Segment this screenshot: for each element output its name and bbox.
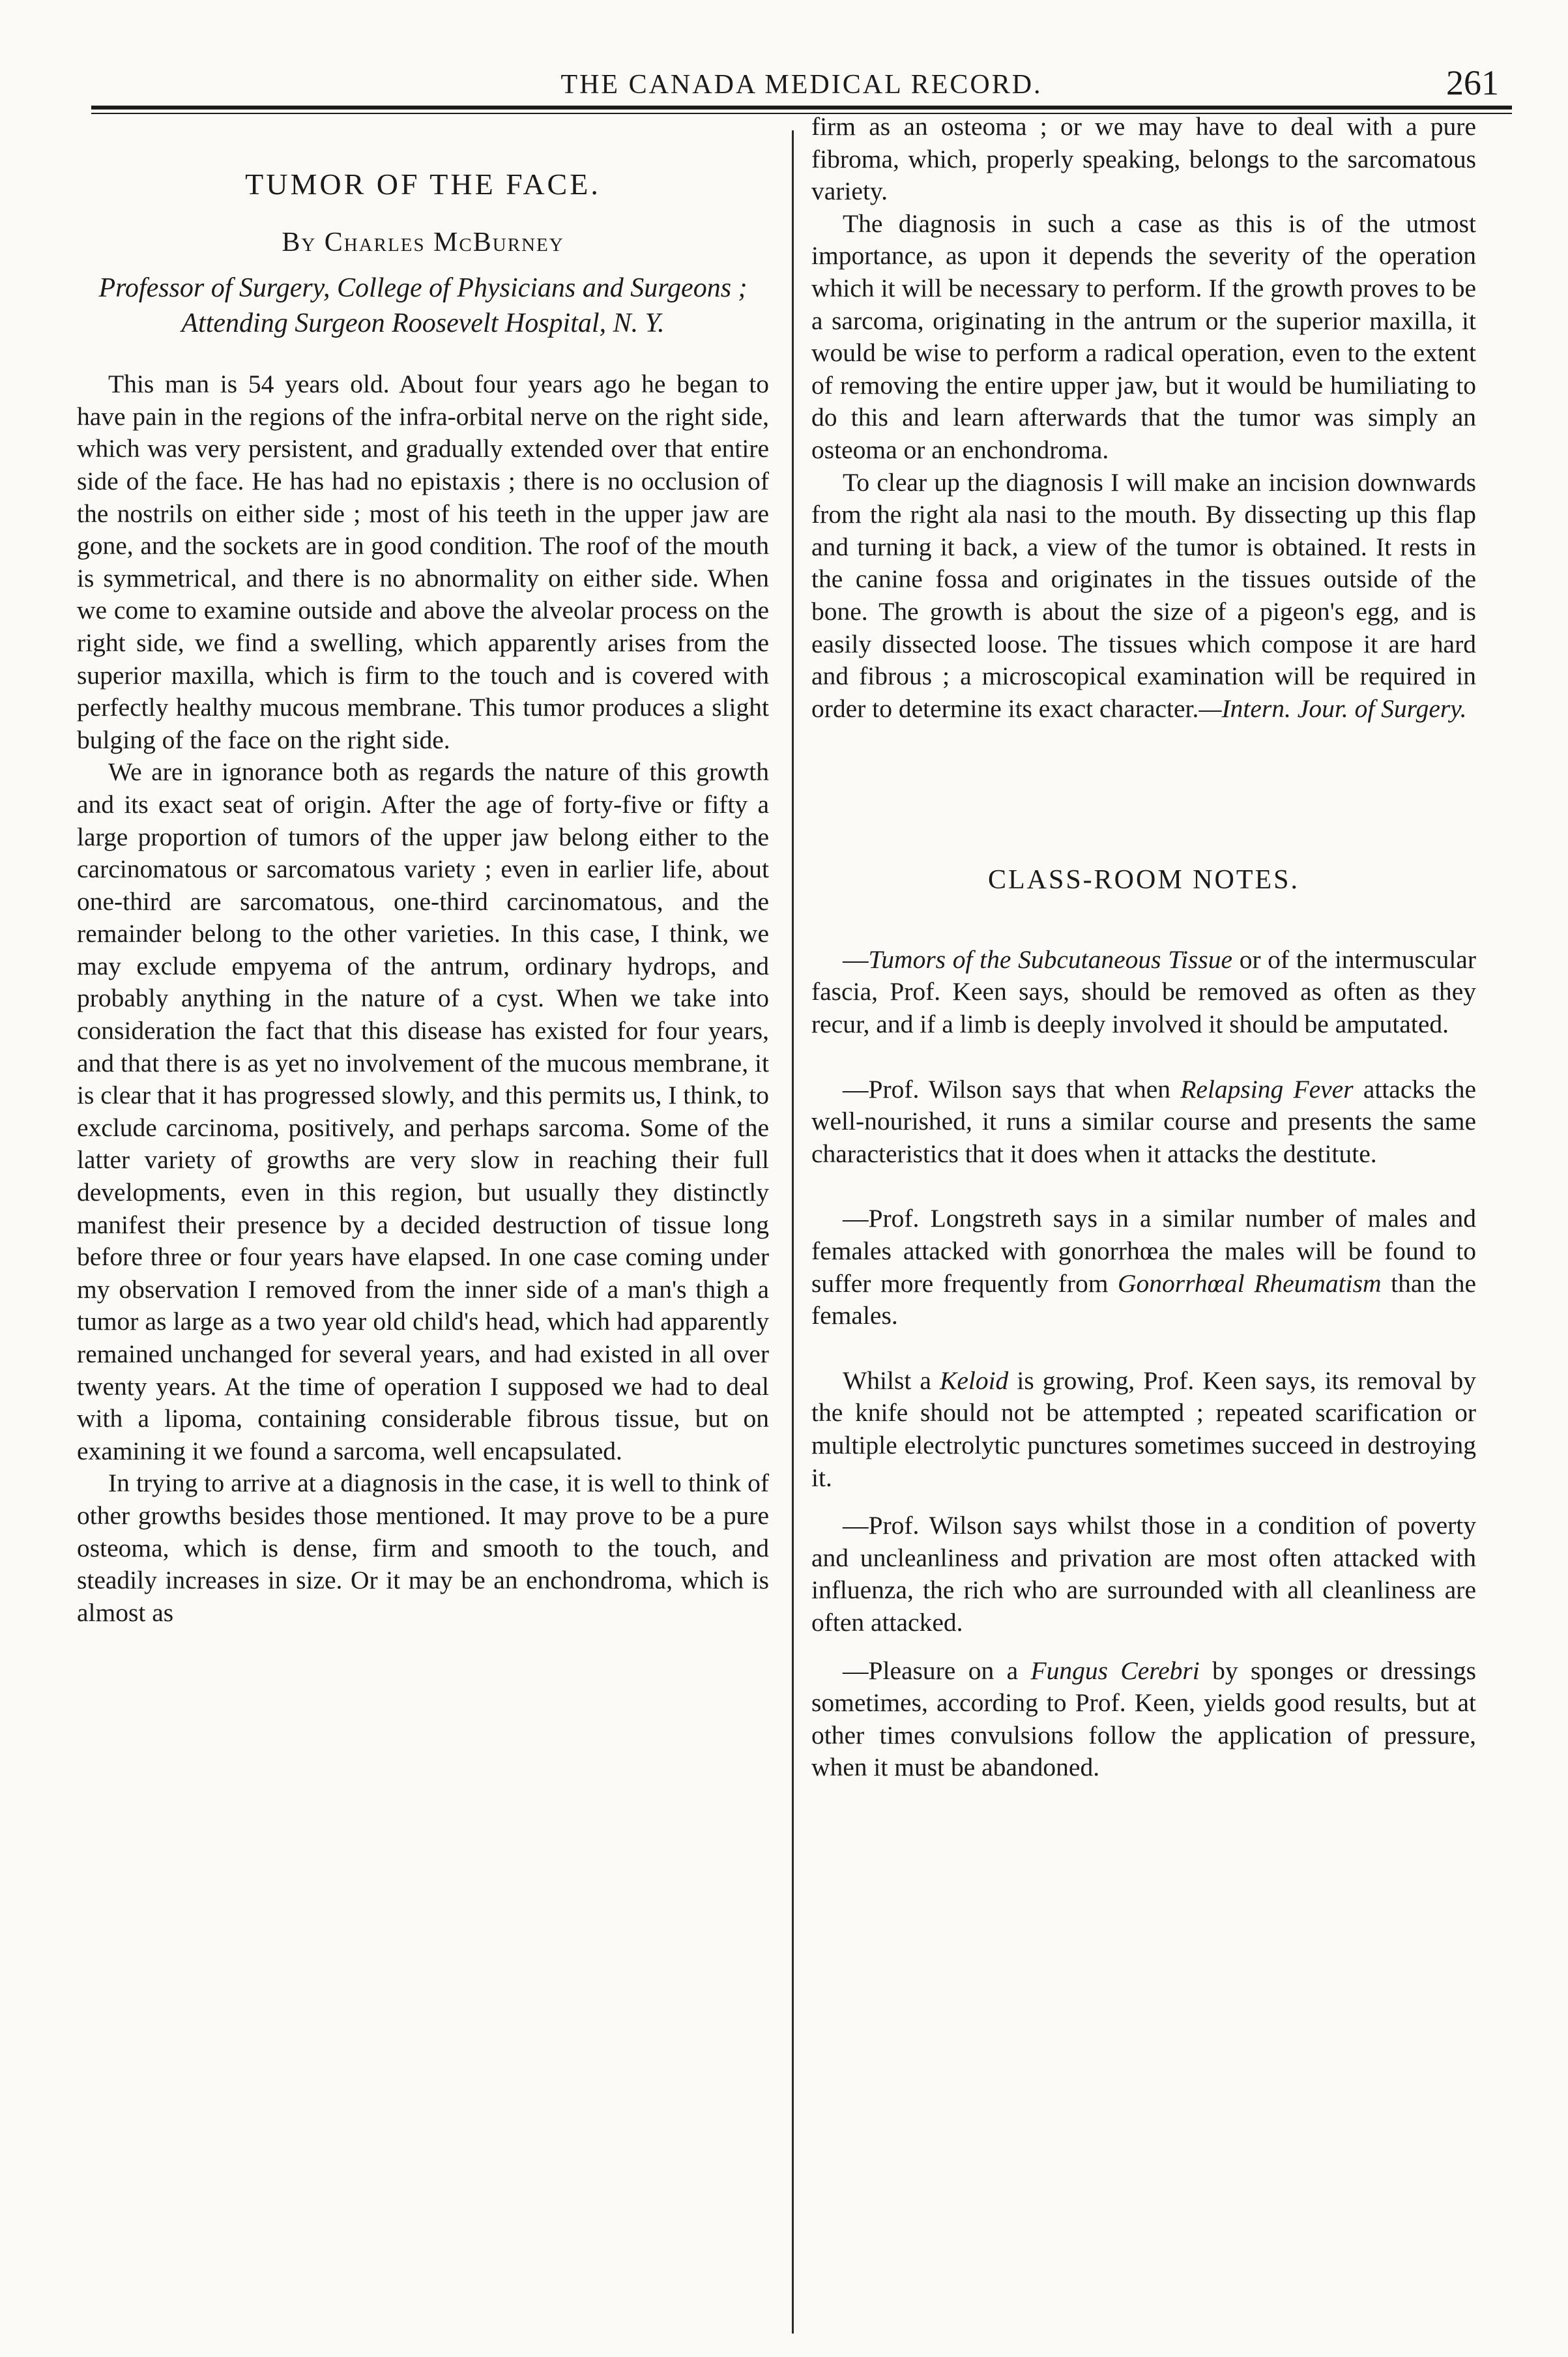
article-paragraph-1: This man is 54 years old. About four years ago he began to have pain in the regions of the infra-orbital nerve on the right side, which was very persistent, and gradually extended over that entire side of the face. He has had no epistaxis ; there is no occlusion of the nostrils on either side ; most of his teeth in the upper jaw are gone, and the sockets are in good condition. The roof of the mouth is symmetrical, and there is no abnormality on either side. When we come to examine outside and above the alveolar process on the right side, we find a swelling, which apparently arises from the superior maxilla, which is firm to the touch and is covered with perfectly healthy mucous membrane. This tumor produces a slight bulging of the face on the right side. [77,370,769,754]
author-affiliation: Professor of Surgery, College of Physicians and Surgeons ; Attending Surgeon Roosevelt Hospital, N. Y. [98,273,748,339]
article-paragraph-2: We are in ignorance both as regards the nature of this growth and its exact seat of origin. After the age of forty-five or fifty a large proportion of tumors of the upper jaw belong either to the carcinomatous or sarcomatous variety ; even in earlier life, about one-third are sarcomatous, one-third carcinomatous, and the remainder belong to the other varieties. In this case, I think, we may exclude empyema of the antrum, ordinary hydrops, and probably anything in the nature of a cyst. When we take into consideration the fact that this disease has existed for four years, and that there is as yet no involvement of the mucous membrane, it is clear that it has progressed slowly, and this permits us, I think, to exclude carcinoma, positively, and perhaps sarcoma. Some of the latter variety of growths are very slow in reaching their full developments, even in this region, but usually they distinctly manifest their presence by a decided destruction of tissue long before three or four years have elapsed. In one case coming under my observation I removed from the inner side of a man's thigh a tumor as large as a two year old child's head, which had apparently remained unchanged for several years, and had existed in all over twenty years. At the time of operation I supposed we had to deal with a lipoma, containing considerable fibrous tissue, but on examining it we found a sarcoma, well encapsulated. [77,757,769,1465]
note-item: —Prof. Longstreth says in a similar number of males and females attacked with gonorrhœa the males will be found to suffer more frequently from Gonorrhœal Rheumatism than the females. [811,1204,1476,1330]
article-byline: By Charles McBurney [282,227,564,257]
article-paragraph-5 [811,467,1476,725]
header-rule-thick [91,106,1512,110]
note-item: —Prof. Wilson says that when Relapsing Fever attacks the well-nourished, it runs a similar course and presents the same characteristics that it does when it attacks the destitute. [811,1074,1476,1168]
note-item: —Prof. Wilson says whilst those in a condition of poverty and uncleanliness and privation are most often attacked with influenza, the rich who are surrounded with all cleanliness are often attacked. [811,1511,1476,1637]
left-column [77,150,769,1629]
right-column [811,111,1476,1784]
article-paragraph-4: The diagnosis in such a case as this is of the utmost importance, as upon it depends the severity of the operation which it will be necessary to perform. If the growth proves to be a sarcoma, originating in the antrum or the superior maxilla, it would be wise to perform a radical operation, even to the extent of removing the entire upper jaw, but it would be humiliating to do this and learn afterwards that the tumor was simply an osteoma or an enchondroma. [811,209,1476,464]
article-source: —Intern. Jour. of Surgery. [1198,694,1467,723]
page-header [91,46,1512,104]
note-item: —Pleasure on a Fungus Cerebri by sponges or dressings sometimes, according to Prof. Keen, yields good results, but at other times convulsions follow the application of pressure, when it must be abandoned. [811,1656,1476,1782]
note-item: Whilst a Keloid is growing, Prof. Keen says, its removal by the knife should not be attempted ; repeated scarification or multiple electrolytic punctures sometimes succeed in destroying it. [811,1366,1476,1492]
article-paragraph-3-start: In trying to arrive at a diagnosis in the case, it is well to think of other growths besides those mentioned. It may prove to be a pure osteoma, which is dense, firm and smooth to the touch, and steadily increases in size. Or it may be an enchondroma, which is almost as [77,1469,769,1627]
class-room-notes-title: CLASS-ROOM NOTES. [987,865,1300,896]
article-paragraph-3-end: firm as an osteoma ; or we may have to deal with a pure fibroma, which, properly speaking, belongs to the sarcomatous variety. [811,112,1476,206]
note-item: —Tumors of the Subcutaneous Tissue or of the intermuscular fascia, Prof. Keen says, should be removed as often as they recur, and if a limb is deeply involved it should be amputated. [811,944,1476,1039]
page-number: 261 [1446,63,1499,102]
column-divider [792,130,794,2334]
article-paragraph-5-text: To clear up the diagnosis I will make an incision downwards from the right ala nasi to the mouth. By dissecting up this flap and turning it back, a view of the tumor is obtained. It rests in the canine fossa and originates in the tissues outside of the bone. The growth is about the size of a pigeon's egg, and is easily dissected loose. The tissues which compose it are hard and fibrous ; a microscopical examination will be required in order to determine its exact character. [811,467,1476,723]
running-head: THE CANADA MEDICAL RECORD. [560,70,1043,100]
article-title: TUMOR OF THE FACE. [245,168,601,201]
